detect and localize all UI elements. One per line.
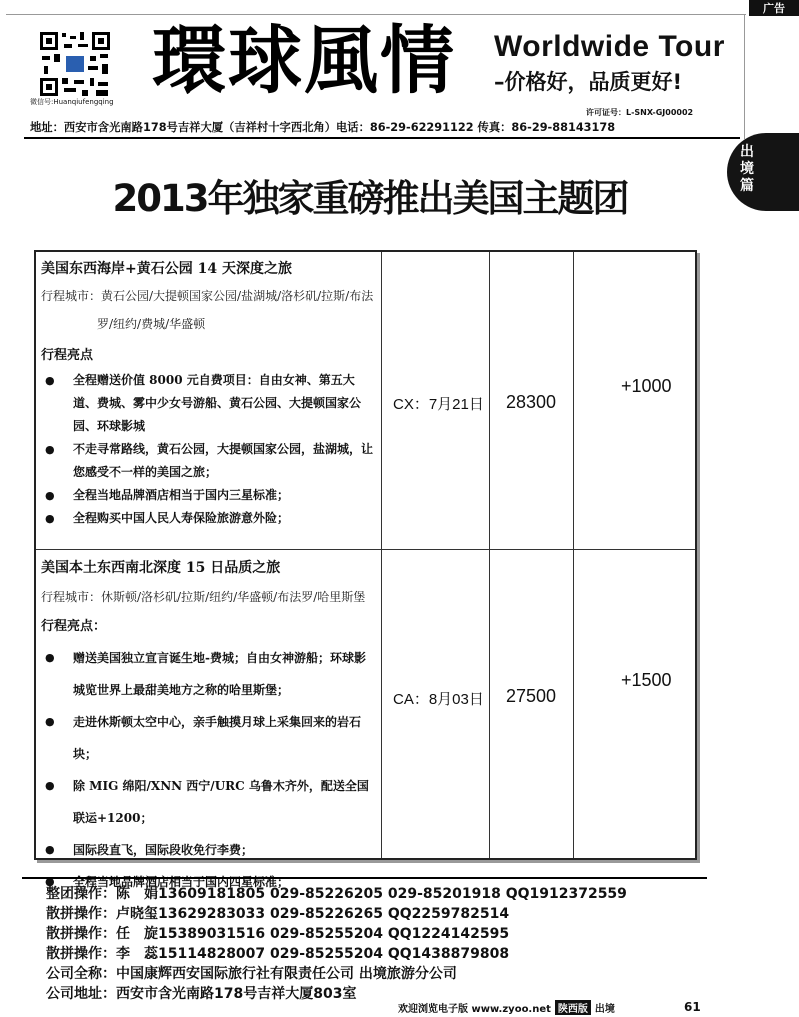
column-divider [573,252,574,858]
side-tab-char: 境 [740,161,754,177]
bottom-bar [398,1000,615,1015]
tour-flight-date: CX：7月21日 [393,396,484,413]
tour-details [41,258,377,530]
page-headline: 2013年独家重磅推出美国主题团 [112,177,628,220]
contact-line: 散拼操作：任 旋15389031516 029-85255204 QQ1224142595 [46,926,510,942]
tour-title: 美国本土东西南北深度 15 日品质之旅 [41,560,281,576]
ad-tag: 广告 [749,0,799,16]
page-number: 61 [684,1000,701,1014]
highlight-item: ● 全程购买中国人民人寿保险旅游意外险； [41,507,377,530]
highlight-item: ● 全程赠送价值 8000 元自费项目：自由女神、第五大道、费城、雾中少女号游船、黄石公园、大提顿国家公园、环球影城 [41,369,377,438]
header-rule [24,137,740,139]
brand-english-name: Worldwide Tour [494,30,725,63]
highlight-item: ● 国际段直飞，国际段收免行李费； [41,834,377,866]
highlight-item: ● 除 MIG 绵阳/XNN 西宁/URC 乌鲁木齐外，配送全国联运+1200； [41,770,377,834]
right-rule [744,14,745,139]
tour-title: 美国东西海岸+黄石公园 14 天深度之旅 [41,261,292,277]
highlight-item: ● 不走寻常路线，黄石公园，大提顿国家公园，盐湖城，让您感受不一样的美国之旅； [41,438,377,484]
wechat-id: 微信号:Huanqiufengqing [30,98,114,106]
column-divider [489,252,490,858]
company-address: 公司地址：西安市含光南路178号吉祥大厦803室 [46,986,357,1002]
side-tab-char: 篇 [740,178,754,194]
column-divider [381,252,382,858]
header-address: 地址：西安市含光南路178号吉祥大厦（吉祥村十字西北角）电话：86-29-62291122 传真：86-29-88143178 [30,121,616,134]
tour-details [41,557,377,898]
tour-cities: 行程城市：休斯顿/洛杉矶/拉斯/纽约/华盛顿/布法罗/哈里斯堡 [41,590,366,604]
qr-code-icon [38,30,112,98]
company-name: 公司全称：中国康辉西安国际旅行社有限责任公司 出境旅游分公司 [46,966,457,982]
highlights-label: 行程亮点： [41,619,107,634]
edition-badge: 陕西版 [555,1000,591,1015]
tour-surcharge: +1500 [621,670,672,690]
contact-line: 散拼操作：卢晓玺13629283033 029-85226265 QQ2259782514 [46,906,510,922]
highlight-item: ● 赠送美国独立宣言诞生地-费城；自由女神游船；环球影城览世界上最甜美地方之称的哈里斯堡； [41,642,377,706]
highlight-item: ● 走进休斯顿太空中心，亲手触摸月球上采集回来的岩石块； [41,706,377,770]
license-number: 许可证号：L-SNX-GJ00002 [586,108,694,117]
tour-table [34,250,697,889]
highlight-item: ● 全程当地品牌酒店相当于国内三星标准； [41,484,377,507]
tour-surcharge: +1000 [621,376,672,396]
contact-line: 散拼操作：李 蕊15114828007 029-85255204 QQ1438879808 [46,946,510,962]
brand-slogan: –价格好，品质更好! [494,70,683,94]
highlights-label: 行程亮点 [41,348,94,363]
tour-cities-continued: 罗/纽约/费城/华盛顿 [97,317,206,331]
top-rule [6,14,746,15]
highlights-list [41,642,377,898]
tour-flight-date: CA：8月03日 [393,691,484,708]
brand-logo: 環球風情 [152,18,456,104]
footer-rule [22,877,707,879]
browse-link[interactable]: 欢迎浏览电子版 www.zyoo.net [398,1004,551,1015]
highlight-item: ● 全程当地品牌酒店相当于国内四星标准； [41,866,377,898]
highlights-list [41,369,377,530]
tour-price: 28300 [506,392,557,412]
section-label: 出境 [594,1004,615,1015]
tour-cities: 行程城市：黄石公园/大提顿国家公园/盐湖城/洛杉矶/拉斯/布法 [41,289,374,303]
contact-line: 整团操作：陈 娟13609181805 029-85226205 029-85201918 QQ1912372559 [46,886,627,902]
row-divider [36,549,695,550]
side-tab-char: 出 [740,144,754,160]
contact-list [46,884,627,1004]
tour-price: 27500 [506,686,557,706]
